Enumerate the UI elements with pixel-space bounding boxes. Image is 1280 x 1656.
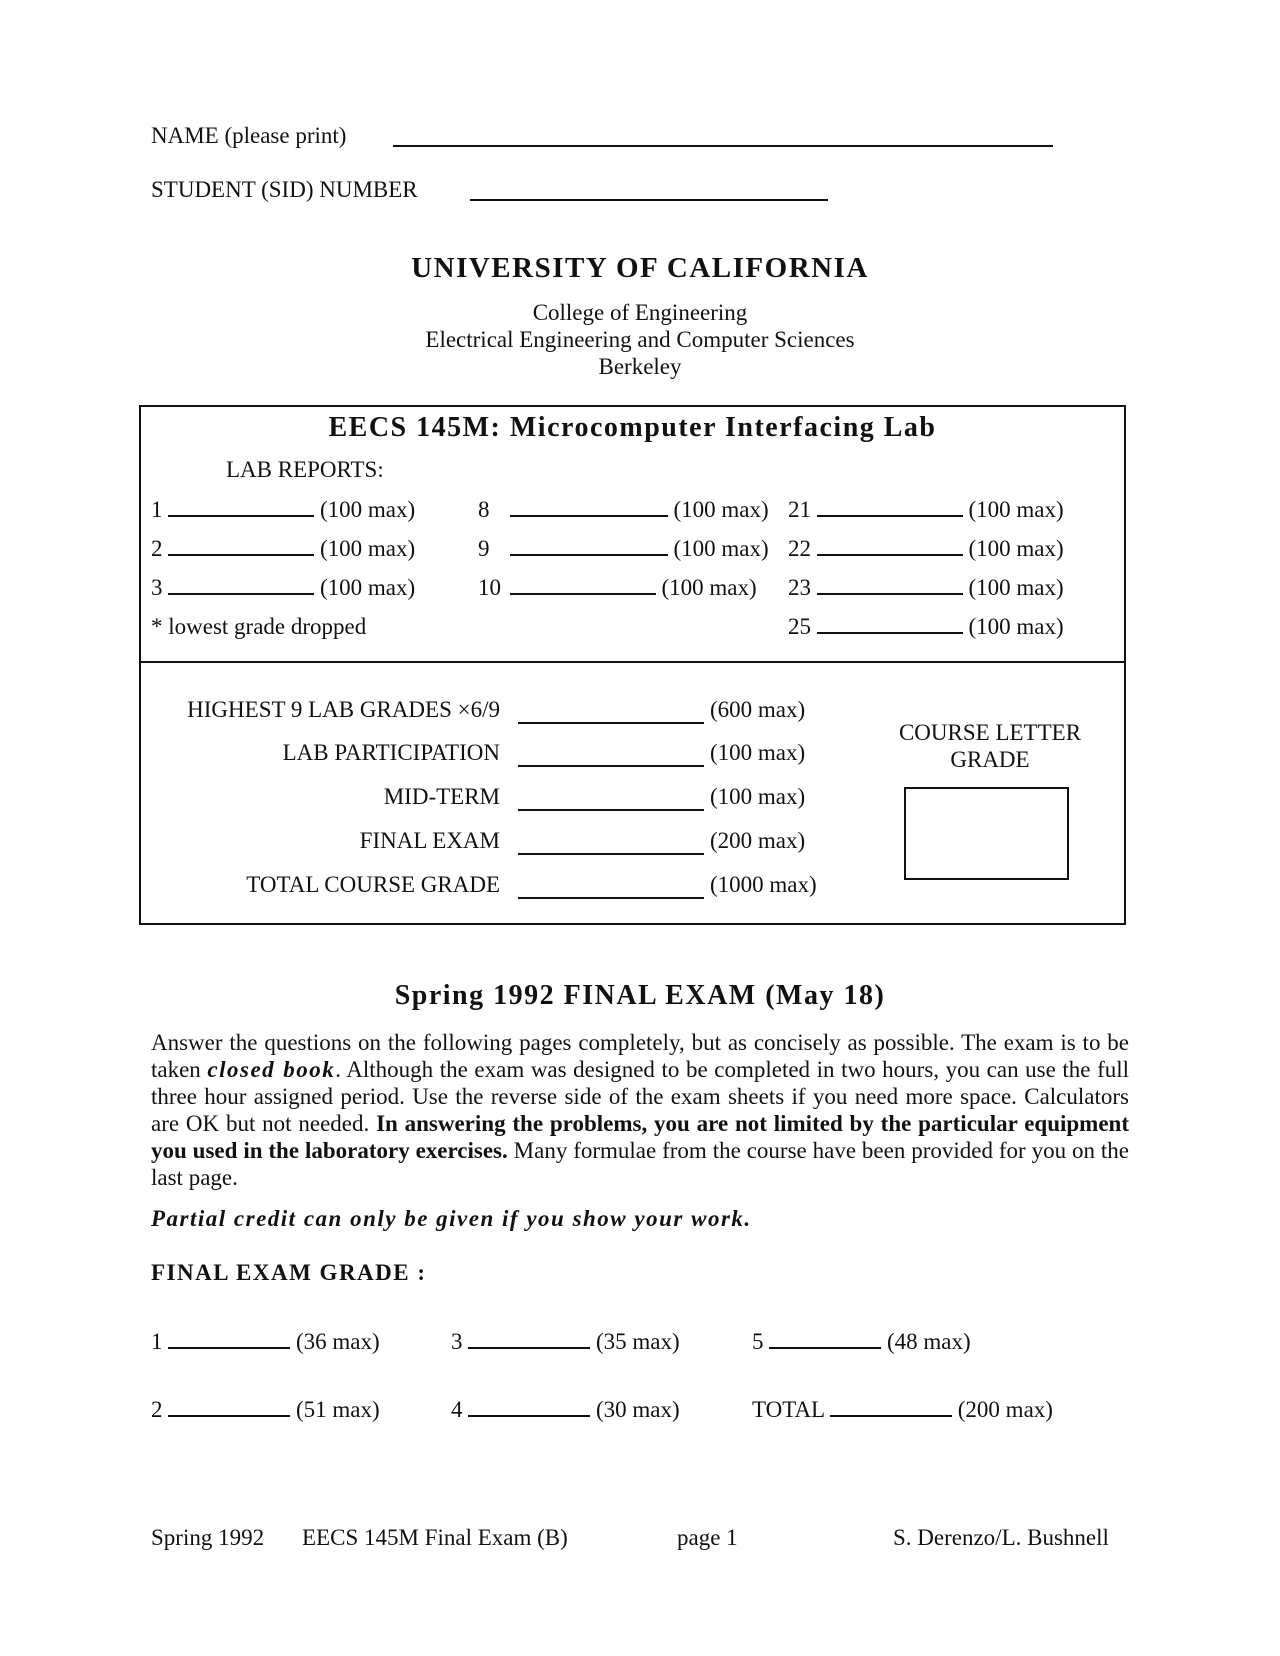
summary-label: HIGHEST 9 LAB GRADES ×6/9: [187, 697, 500, 722]
campus-name: Berkeley: [598, 354, 682, 379]
summary-label: MID-TERM: [383, 784, 500, 809]
lab-report-number: 8: [478, 497, 490, 522]
college-name: College of Engineering: [532, 300, 748, 325]
total-max: (200 max): [957, 1397, 1053, 1422]
letter-grade-label: COURSE LETTER: [898, 720, 1082, 745]
name-field-row: [151, 123, 346, 149]
lab-report-blank[interactable]: [168, 554, 314, 556]
instructions-paragraph: [151, 1029, 1129, 1191]
lab-report-blank[interactable]: [510, 554, 668, 556]
problem-number: 4: [451, 1397, 463, 1422]
letter-grade-box[interactable]: [904, 787, 1069, 880]
problem-max: (35 max): [596, 1329, 680, 1354]
problem-blank[interactable]: [468, 1347, 590, 1349]
lab-report-number: 25: [788, 614, 811, 639]
sid-label: STUDENT (SID) NUMBER: [151, 177, 418, 202]
lab-report-number: 1: [151, 497, 163, 522]
lab-report-max: (100 max): [968, 575, 1064, 600]
lab-report-max: (100 max): [673, 536, 769, 561]
footer-authors: S. Derenzo/L. Bushnell: [893, 1525, 1109, 1550]
lab-reports-label: LAB REPORTS:: [226, 457, 384, 482]
lab-report-row: [788, 497, 1064, 523]
summary-blank[interactable]: [518, 897, 704, 899]
lab-report-max: (100 max): [320, 497, 416, 522]
lab-report-blank[interactable]: [817, 515, 963, 517]
sid-blank[interactable]: [470, 199, 828, 201]
problem-grade-row: [451, 1329, 680, 1355]
lab-report-row: [788, 575, 1064, 601]
lab-report-row: [151, 575, 415, 601]
course-title: EECS 145M: Microcomputer Interfacing Lab: [328, 412, 937, 443]
name-blank[interactable]: [393, 145, 1053, 147]
lab-report-number: 9: [478, 536, 490, 561]
summary-max: (200 max): [710, 828, 806, 853]
lab-report-row: [151, 536, 415, 562]
lab-report-number: 22: [788, 536, 811, 561]
total-label: TOTAL: [752, 1397, 825, 1422]
dropped-note: * lowest grade dropped: [151, 614, 367, 639]
total-grade-row: [752, 1397, 1053, 1423]
lab-report-max: (100 max): [968, 536, 1064, 561]
summary-blank[interactable]: [518, 765, 704, 767]
lab-report-max: (100 max): [320, 575, 416, 600]
lab-report-max: (100 max): [320, 536, 416, 561]
lab-report-max: (100 max): [968, 497, 1064, 522]
summary-blank[interactable]: [518, 722, 704, 724]
lab-report-blank[interactable]: [168, 593, 314, 595]
instructions-text: Answer the questions on the following pages completely, but as concisely as possible. The exam is to be taken: [151, 1030, 1129, 1082]
sid-field-row: [151, 177, 418, 203]
footer-page-number: page 1: [677, 1525, 738, 1550]
problem-number: 3: [451, 1329, 463, 1354]
problem-number: 5: [752, 1329, 764, 1354]
university-title: UNIVERSITY OF CALIFORNIA: [411, 252, 869, 284]
problem-blank[interactable]: [468, 1415, 590, 1417]
problem-number: 2: [151, 1397, 163, 1422]
problem-grade-row: [451, 1397, 680, 1423]
lab-report-max: (100 max): [661, 575, 757, 600]
summary-max: (600 max): [710, 697, 806, 722]
course-box-divider: [139, 661, 1126, 663]
summary-label: TOTAL COURSE GRADE: [246, 872, 500, 897]
lab-report-number: 21: [788, 497, 811, 522]
summary-max: (100 max): [710, 740, 806, 765]
name-label: NAME (please print): [151, 123, 347, 148]
instructions-text: Many formulae from the course have been provided for you on the last page.: [151, 1138, 1129, 1190]
problem-blank[interactable]: [168, 1415, 290, 1417]
lab-report-blank[interactable]: [510, 593, 656, 595]
lab-report-number: 23: [788, 575, 811, 600]
lab-report-number: 3: [151, 575, 163, 600]
lab-report-blank[interactable]: [817, 632, 963, 634]
equipment-note: In answering the problems, you are not limited by the particular equipment you used in the laboratory exercises.: [151, 1111, 1129, 1163]
lab-report-number: 2: [151, 536, 163, 561]
exam-title: Spring 1992 FINAL EXAM (May 18): [394, 980, 886, 1011]
lab-report-blank[interactable]: [817, 554, 963, 556]
lab-report-blank[interactable]: [510, 515, 668, 517]
lab-report-max: (100 max): [673, 497, 769, 522]
lab-report-number: 10: [478, 575, 501, 600]
problem-number: 1: [151, 1329, 163, 1354]
summary-blank[interactable]: [518, 809, 704, 811]
closed-book-emphasis: closed book: [207, 1057, 336, 1082]
problem-blank[interactable]: [769, 1347, 881, 1349]
problem-grade-row: [752, 1329, 971, 1355]
summary-label: LAB PARTICIPATION: [282, 740, 500, 765]
lab-report-row: [788, 536, 1064, 562]
footer-document: EECS 145M Final Exam (B): [302, 1525, 568, 1550]
lab-report-row: [788, 614, 1064, 640]
lab-report-blank[interactable]: [817, 593, 963, 595]
instructions-text: . Although the exam was designed to be completed in two hours, you can use the full three hour assigned period. Use the reverse side of the exam sheets if you need more space. Calculators are OK but not needed.: [151, 1057, 1130, 1136]
lab-report-row: [151, 497, 415, 523]
lab-report-row: [478, 497, 769, 523]
problem-max: (36 max): [296, 1329, 380, 1354]
letter-grade-label: GRADE: [950, 747, 1030, 772]
summary-max: (1000 max): [710, 872, 817, 897]
summary-max: (100 max): [710, 784, 806, 809]
lab-report-blank[interactable]: [168, 515, 314, 517]
summary-label: FINAL EXAM: [359, 828, 500, 853]
problem-grade-row: [151, 1397, 380, 1423]
problem-blank[interactable]: [168, 1347, 290, 1349]
problem-max: (48 max): [887, 1329, 971, 1354]
footer-term: Spring 1992: [151, 1525, 265, 1550]
problem-grade-row: [151, 1329, 380, 1355]
summary-blank[interactable]: [518, 853, 704, 855]
problem-max: (30 max): [596, 1397, 680, 1422]
lab-report-max: (100 max): [968, 614, 1064, 639]
partial-credit-note: Partial credit can only be given if you show your work.: [151, 1206, 752, 1231]
problem-max: (51 max): [296, 1397, 380, 1422]
total-blank[interactable]: [830, 1415, 952, 1417]
lab-report-row: [478, 536, 769, 562]
final-exam-grade-label: FINAL EXAM GRADE :: [151, 1260, 427, 1285]
lab-report-row: [478, 575, 757, 601]
department-name: Electrical Engineering and Computer Sciences: [425, 327, 855, 352]
